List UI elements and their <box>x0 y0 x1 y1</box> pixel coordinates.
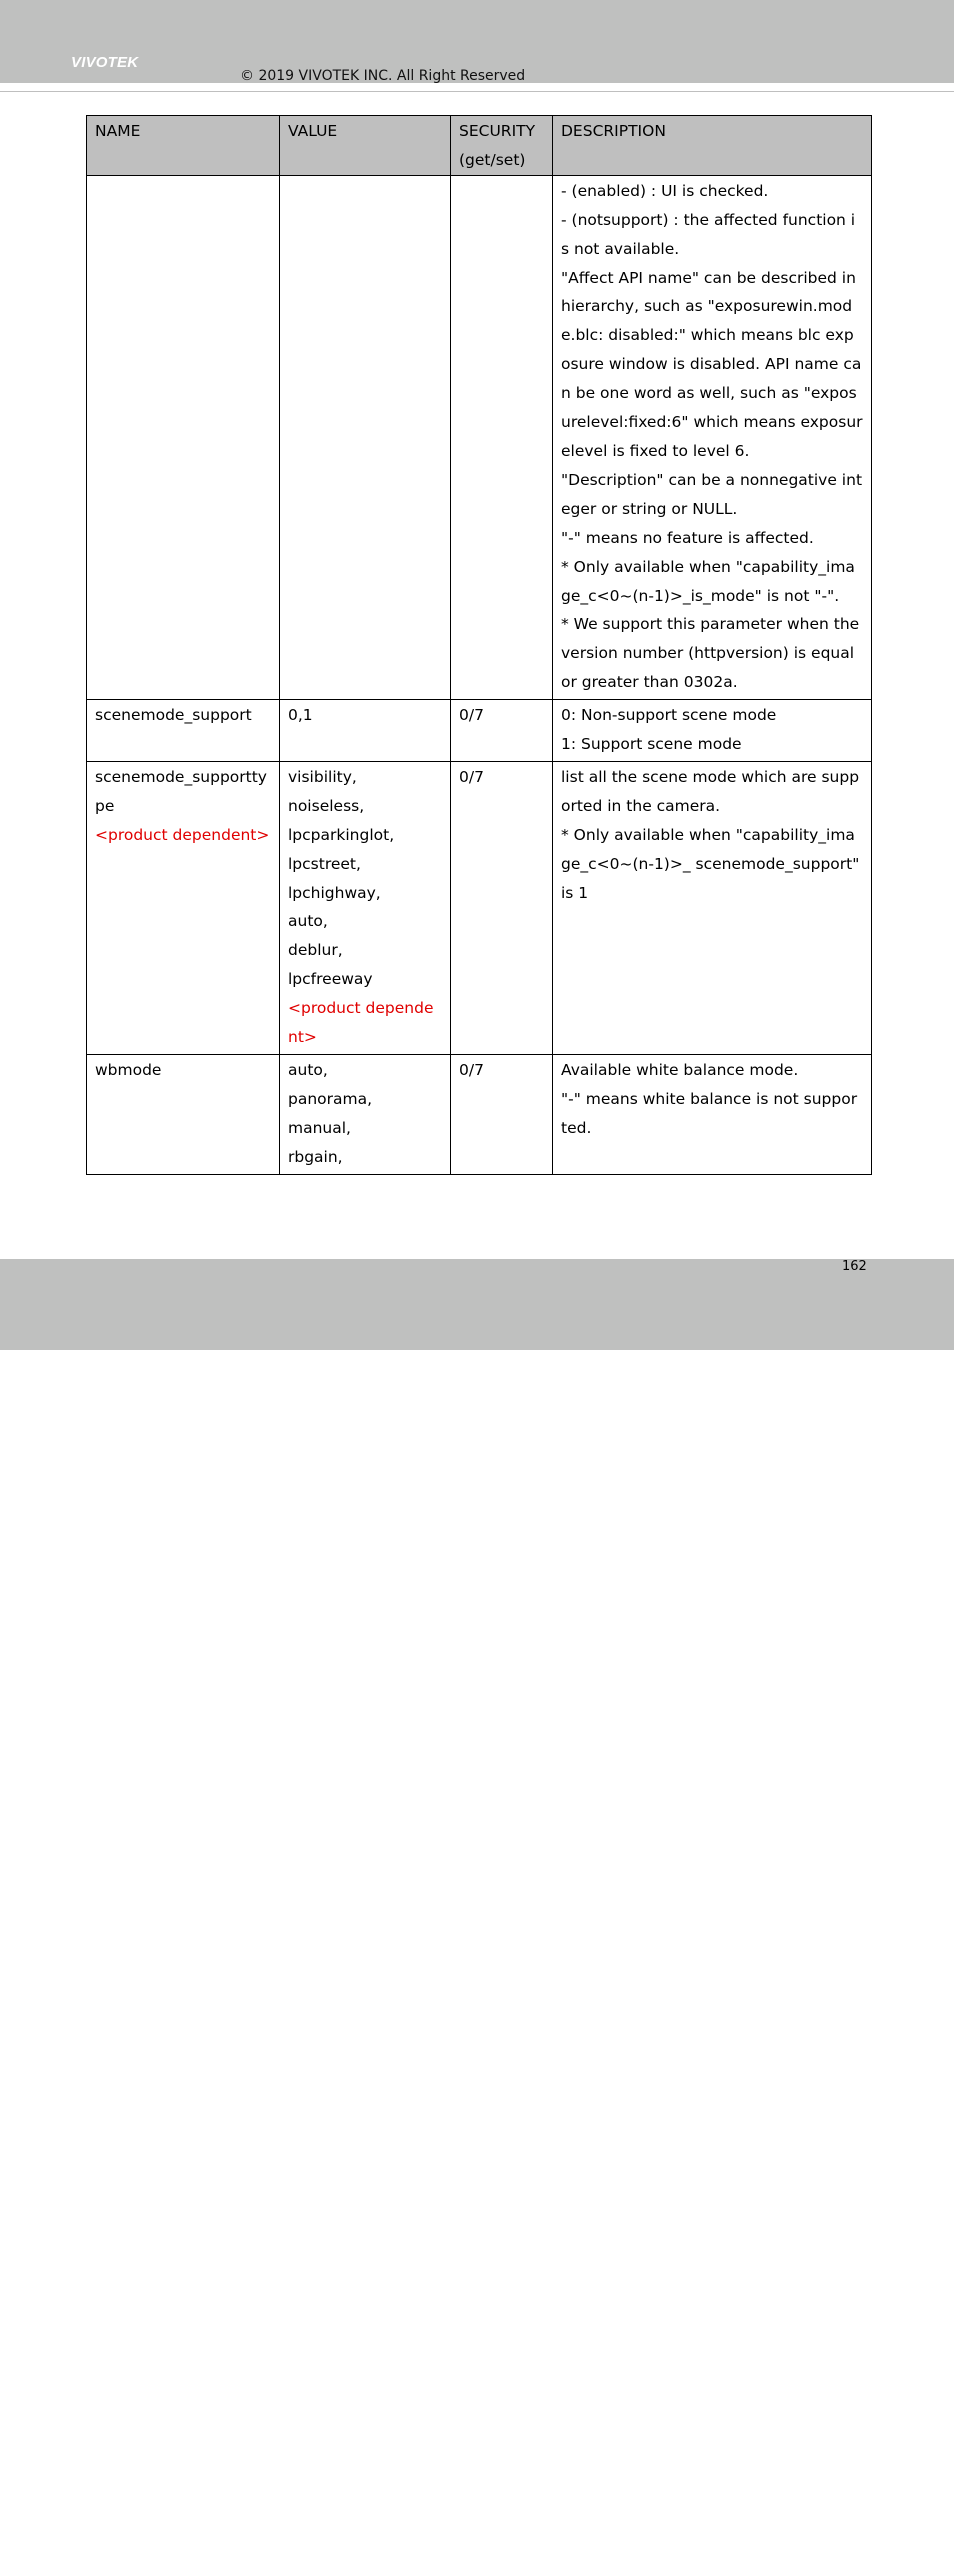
value-option: lpchighway, <box>288 883 381 902</box>
value-option: noiseless, <box>288 796 365 815</box>
description-line: "-" means no feature is affected. <box>561 528 814 547</box>
page-header <box>0 0 954 83</box>
page-number: 162 <box>842 1259 867 1274</box>
column-header-security <box>451 116 553 176</box>
table-header-row <box>87 116 872 176</box>
cell-description <box>553 761 872 1054</box>
value-option: deblur, <box>288 941 343 960</box>
copyright-text: © 2019 VIVOTEK INC. All Right Reserved <box>240 68 526 84</box>
parameter-table <box>86 115 872 1175</box>
cell-security: 0/7 <box>451 700 553 762</box>
description-line: "Affect API name" can be described in hierarchy, such as "exposurewin.mode.blc: disabled:" which means blc exposure window is disabled. API name can be one word as well, such as "exposurelevel:fixed:6" which means exposurelevel is fixed to level 6. <box>561 268 863 460</box>
product-dependent-note: <product dependent> <box>288 999 434 1047</box>
description-line: - (notsupport) : the affected function is not available. <box>561 210 856 258</box>
column-header-description: DESCRIPTION <box>553 116 872 176</box>
cell-name: scenemode_support <box>87 700 280 762</box>
value-option: auto, <box>288 1061 328 1079</box>
table-row <box>87 175 872 699</box>
manual-page-label: 294 - User's Manual <box>69 2534 194 2550</box>
description-line: "-" means white balance is not supported. <box>561 1089 858 1137</box>
value-option: visibility, <box>288 767 357 786</box>
description-line: * We support this parameter when the version number (httpversion) is equal or greater than 0302a. <box>561 615 860 692</box>
description-line: Available white balance mode. <box>561 1061 799 1079</box>
column-header-value: VALUE <box>280 116 451 176</box>
table-row <box>87 761 872 1054</box>
description-line: 1: Support scene mode <box>561 735 742 754</box>
cell-value <box>280 1055 451 1175</box>
cell-security: 0/7 <box>451 761 553 1054</box>
cell-description <box>553 175 872 699</box>
description-line: list all the scene mode which are supported in the camera. <box>561 767 860 815</box>
value-option: auto, <box>288 912 328 931</box>
description-line: * Only available when "capability_image_c<0~(n-1)>_ scenemode_support" is 1 <box>561 825 860 902</box>
security-header-line-2: (get/set) <box>459 150 526 169</box>
value-option: manual, <box>288 1118 351 1137</box>
description-line: "Description" can be a nonnegative integer or string or NULL. <box>561 470 863 518</box>
page-footer <box>0 1259 954 2550</box>
value-option: lpcparkinglot, <box>288 825 395 844</box>
brand-logo: VIVOTEK <box>71 54 139 71</box>
security-header-line-1: SECURITY <box>459 122 536 140</box>
cell-value: 0,1 <box>280 700 451 762</box>
cell-name <box>87 761 280 1054</box>
table-row <box>87 1055 872 1175</box>
description-line: - (enabled) : UI is checked. <box>561 181 769 200</box>
product-dependent-note: <product dependent> <box>95 825 270 844</box>
cell-description <box>553 1055 872 1175</box>
description-line: 0: Non-support scene mode <box>561 706 777 725</box>
description-line: * Only available when "capability_image_c<0~(n-1)>_is_mode" is not "-". <box>561 557 855 605</box>
cell-name: wbmode <box>87 1055 280 1175</box>
value-option: lpcfreeway <box>288 970 373 989</box>
table-row <box>87 700 872 762</box>
cell-security: 0/7 <box>451 1055 553 1175</box>
parameter-name: scenemode_supporttype <box>95 767 267 815</box>
cell-description <box>553 700 872 762</box>
value-option: lpcstreet, <box>288 854 361 873</box>
cell-value <box>280 761 451 1054</box>
cell-security <box>451 175 553 699</box>
column-header-name: NAME <box>87 116 280 176</box>
cell-name <box>87 175 280 699</box>
value-option: rbgain, <box>288 1147 343 1166</box>
header-divider <box>0 91 954 92</box>
cell-value <box>280 175 451 699</box>
value-option: panorama, <box>288 1089 373 1108</box>
